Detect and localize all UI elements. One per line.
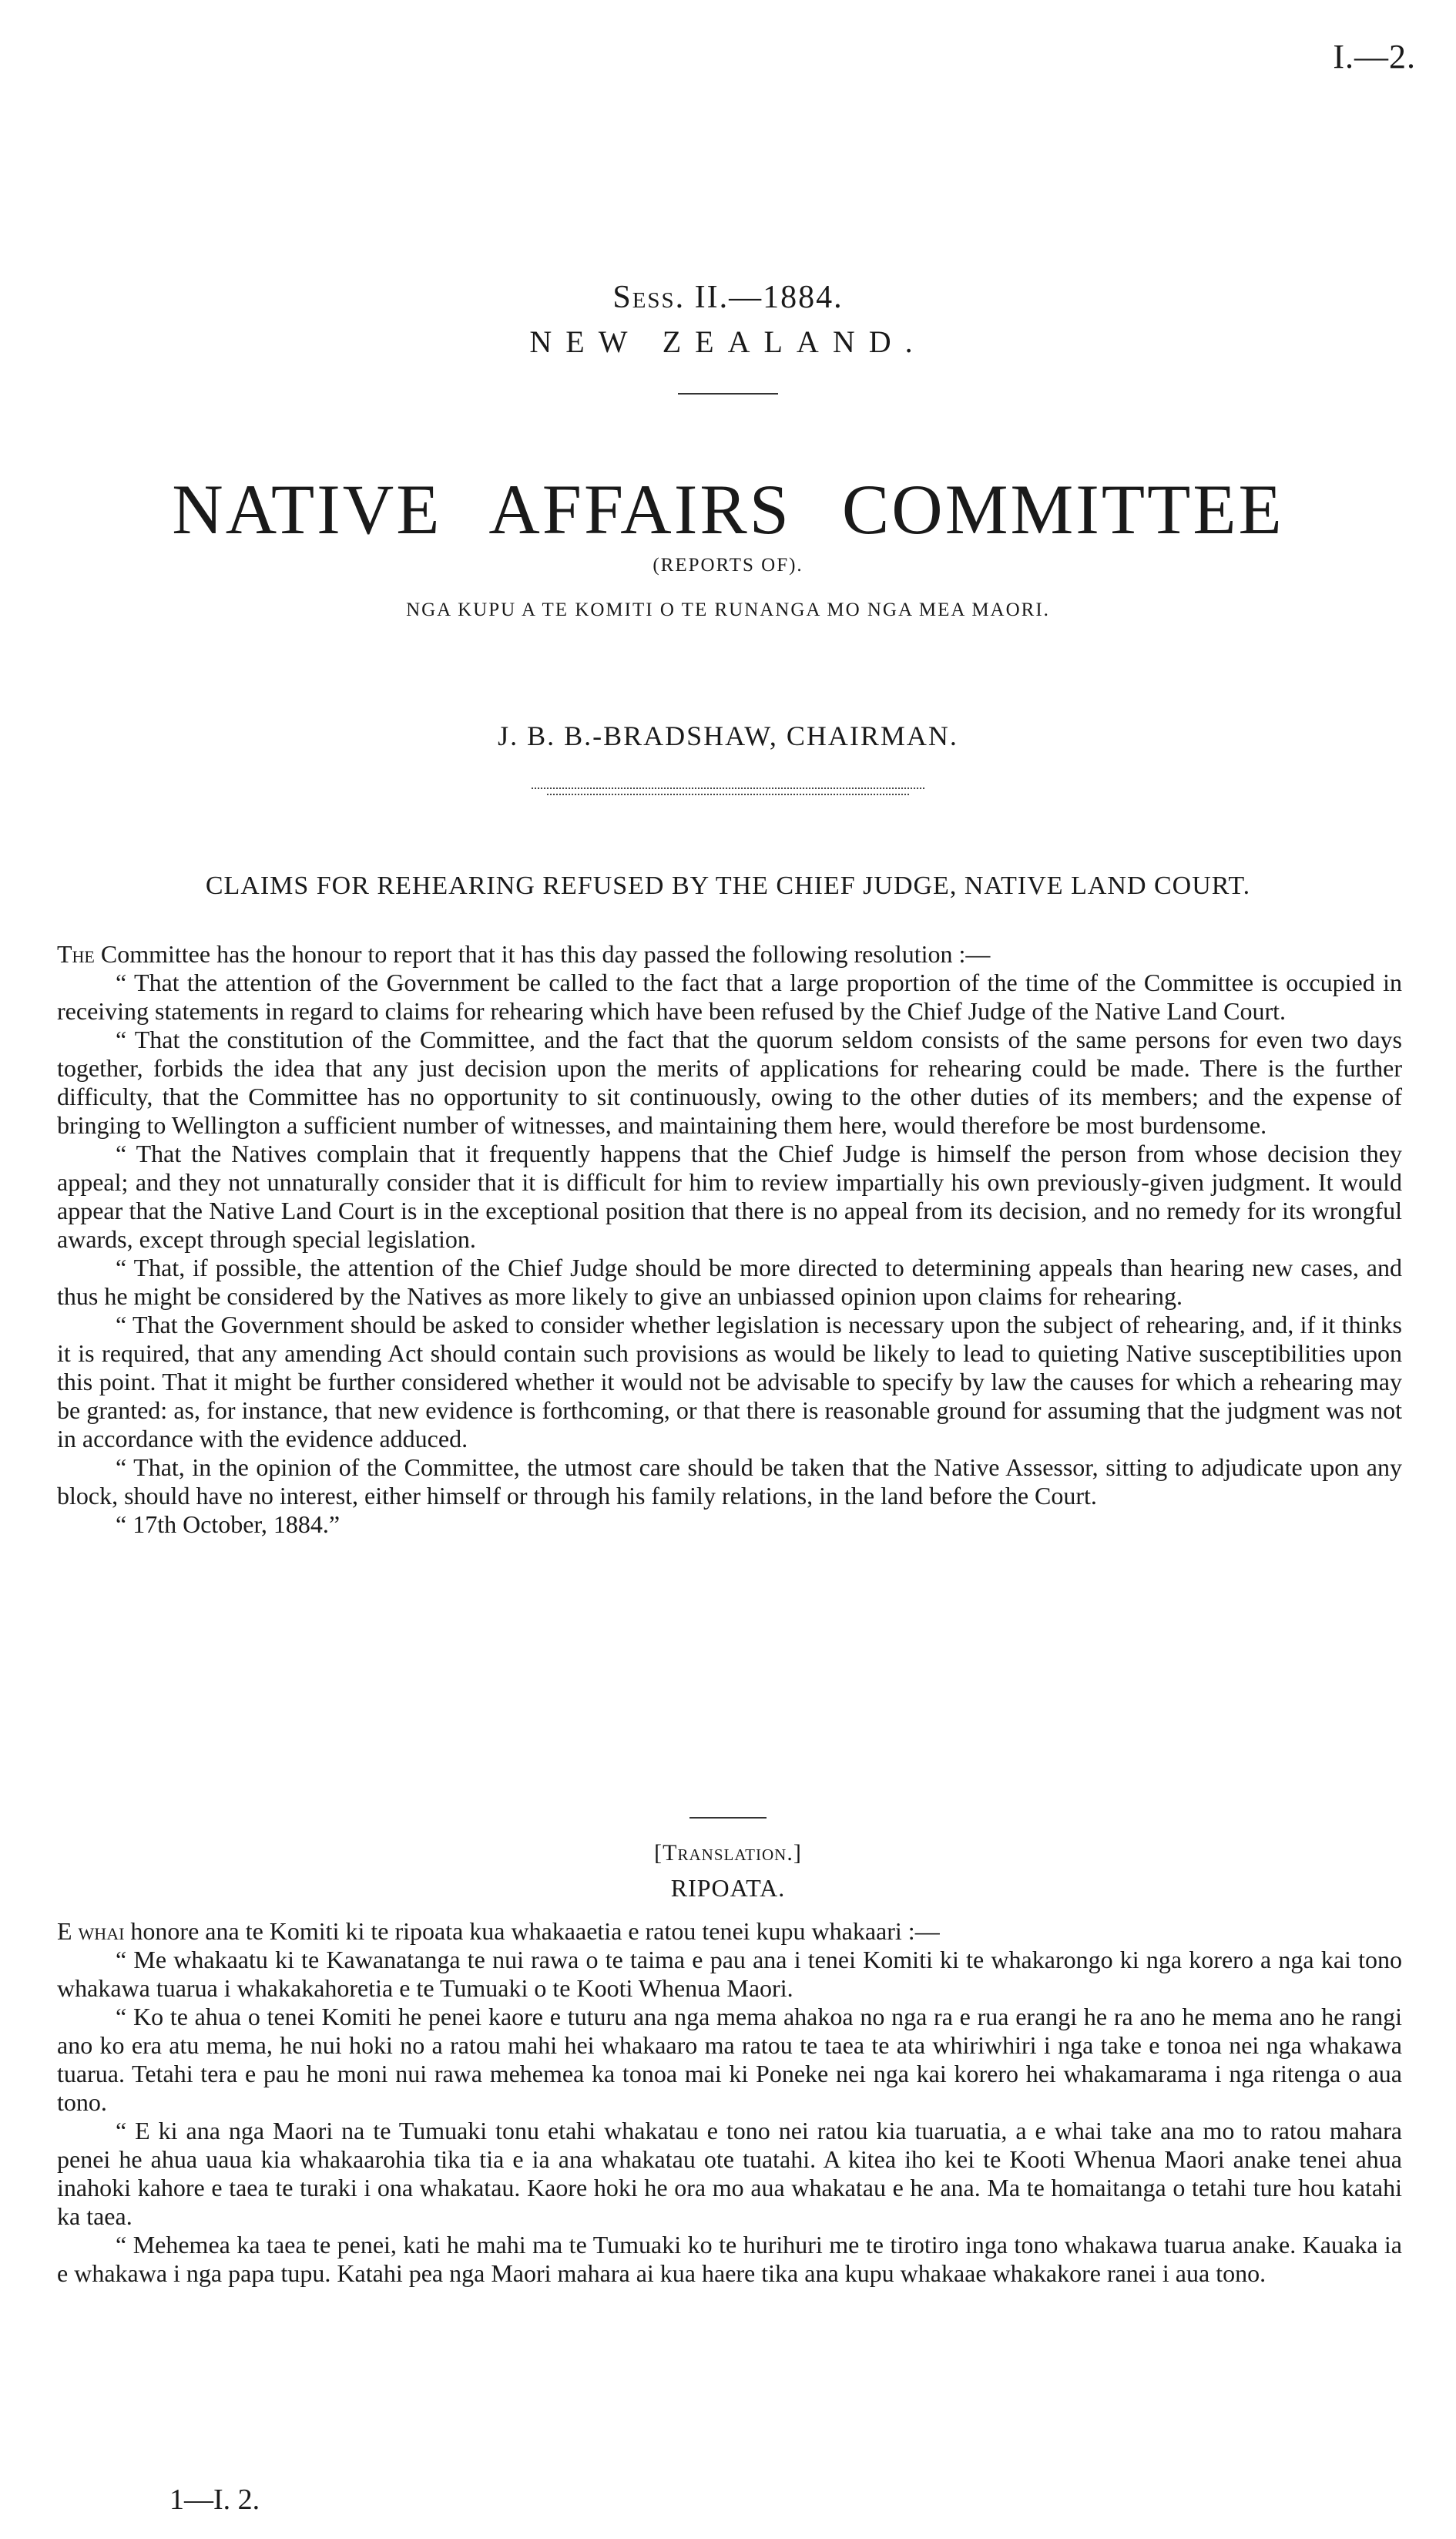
translation-intro <box>57 1917 1402 1946</box>
dotted-divider <box>547 794 909 795</box>
report-paragraph: “ That the constitution of the Committee, and the fact that the quorum seldom consists of the same persons for even two days together, forbids the idea that any just decision upon the merits of applications for rehearing could be made. There is the further difficulty, that the Committee has no opportunity to sit continuously, owing to the other duties of its members; and the expense of bringing to Wellington a sufficient number of witnesses, and maintaining them here, would therefore be most burdensome. <box>57 1026 1402 1139</box>
translation-intro-text: honore ana te Komiti ki te ripoata kua whakaaetia e ratou tenei kupu whakaari :— <box>124 1917 940 1945</box>
report-paragraph: “ That the attention of the Government be called to the fact that a large proportion of the time of the Committee is occupied in receiving statements in regard to claims for rehearing which have been refused by the Chief Judge of the Native Land Court. <box>57 969 1402 1025</box>
report-paragraph: “ That the Natives complain that it frequently happens that the Chief Judge is himself the person from whose decision they appeal; and they not unnaturally consider that it is difficult for him to review impartially his own previously-given judgment. It would appear that the Native Land Court is in the exceptional position that there is no appeal from its decision, and no remedy for its wrongful awards, except through special legislation. <box>57 1140 1402 1253</box>
translation-label: [Translation.] <box>654 1840 802 1866</box>
translation-paragraph: “ E ki ana nga Maori na te Tumuaki tonu etahi whakatau e tono nei ratou kia tuaruatia, a e whai take ana mo to ratou mahara penei he ahua uaua kia whakaarohia tika tia e ia ana whakatau ote tuatahi. A kitea iho kei te Kooti Whenua Maori anake tenei ahua inahoki kahore e taea te turaki i ona whakatau. Kaore hoki he ora mo aua whakatau e he ana. Ma te homaitanga o tetahi ture hou katahi ka taea. <box>57 2117 1402 2230</box>
section-heading: CLAIMS FOR REHEARING REFUSED BY THE CHIEF JUDGE, NATIVE LAND COURT. <box>205 872 1251 900</box>
divider-rule <box>689 1817 767 1819</box>
page-title: NATIVE AFFAIRS COMMITTEE <box>172 470 1284 549</box>
report-date: “ 17th October, 1884.” <box>116 1510 341 1538</box>
translation-paragraph: “ Mehemea ka taea te penei, kati he mahi ma te Tumuaki ko te hurihuri me te tirotiro inga tono whakawa tuarua anake. Kauaka ia e whakawa i nga papa tupu. Katahi pea nga Maori mahara ai kua haere tika ana kupu whakaae whakakore ranei i aua tono. <box>57 2231 1402 2287</box>
chairman-line: J. B. B.-BRADSHAW, CHAIRMAN. <box>498 720 958 751</box>
page-subtitle: (REPORTS OF). <box>653 555 803 576</box>
country-label: NEW ZEALAND. <box>529 324 927 359</box>
intro-text: Committee has the honour to report that it has this day passed the following resolution :— <box>94 940 991 968</box>
translation-body <box>57 1917 1402 2288</box>
divider-rule <box>678 393 778 395</box>
page-number: I.—2. <box>1333 38 1416 76</box>
translation-title: RIPOATA. <box>670 1874 786 1902</box>
report-intro <box>57 940 1402 969</box>
intro-lead: The <box>57 940 95 968</box>
translation-intro-lead: E whai <box>57 1917 125 1945</box>
translation-paragraph: “ Me whakaatu ki te Kawanatanga te nui rawa o te taima e pau ana i tenei Komiti ki te whakarongo ki nga korero a nga kai tono whakawa tuarua i whakakahoretia e te Tumuaki o te Kooti Whenua Maori. <box>57 1946 1402 2002</box>
maori-title: NGA KUPU A TE KOMITI O TE RUNANGA MO NGA MEA MAORI. <box>406 599 1050 620</box>
dotted-divider <box>532 788 924 789</box>
report-body <box>57 940 1402 1539</box>
session-label: Sess. II.—1884. <box>612 280 844 315</box>
report-paragraph: “ That, in the opinion of the Committee, the utmost care should be taken that the Native Assessor, sitting to adjudicate upon any block, should have no interest, either himself or through his family relations, in the land before the Court. <box>57 1453 1402 1510</box>
footer-signature: 1—I. 2. <box>169 2484 260 2516</box>
report-paragraph: “ That, if possible, the attention of the Chief Judge should be more directed to determining appeals than hearing new cases, and thus he might be considered by the Natives as more likely to give an unbiassed opinion upon claims for rehearing. <box>57 1254 1402 1310</box>
report-paragraph: “ That the Government should be asked to consider whether legislation is necessary upon the subject of rehearing, and, if it thinks it is required, that any amending Act should contain such provisions as would be likely to lead to quieting Native susceptibilities upon this point. That it might be further considered whether it would not be advisable to specify by law the causes for which a rehearing may be granted: as, for instance, that new evidence is forthcoming, or that there is reasonable ground for assuming that the judgment was not in accordance with the evidence adduced. <box>57 1311 1402 1453</box>
translation-paragraph: “ Ko te ahua o tenei Komiti he penei kaore e tuturu ana nga mema ahakoa no nga ra e rua erangi he ra ano he mema ano he rangi ano ko era atu mema, he nui hoki no a ratou mahi hei whakaaro ma ratou te taea te ata whiriwhiri i nga take e tonoa nei nga whakawa tuarua. Tetahi tera e pau he moni nui rawa mehemea ka tonoa mai ki Poneke nei nga kai korero hei whakamarama i nga ritenga o aua tono. <box>57 2003 1402 2116</box>
